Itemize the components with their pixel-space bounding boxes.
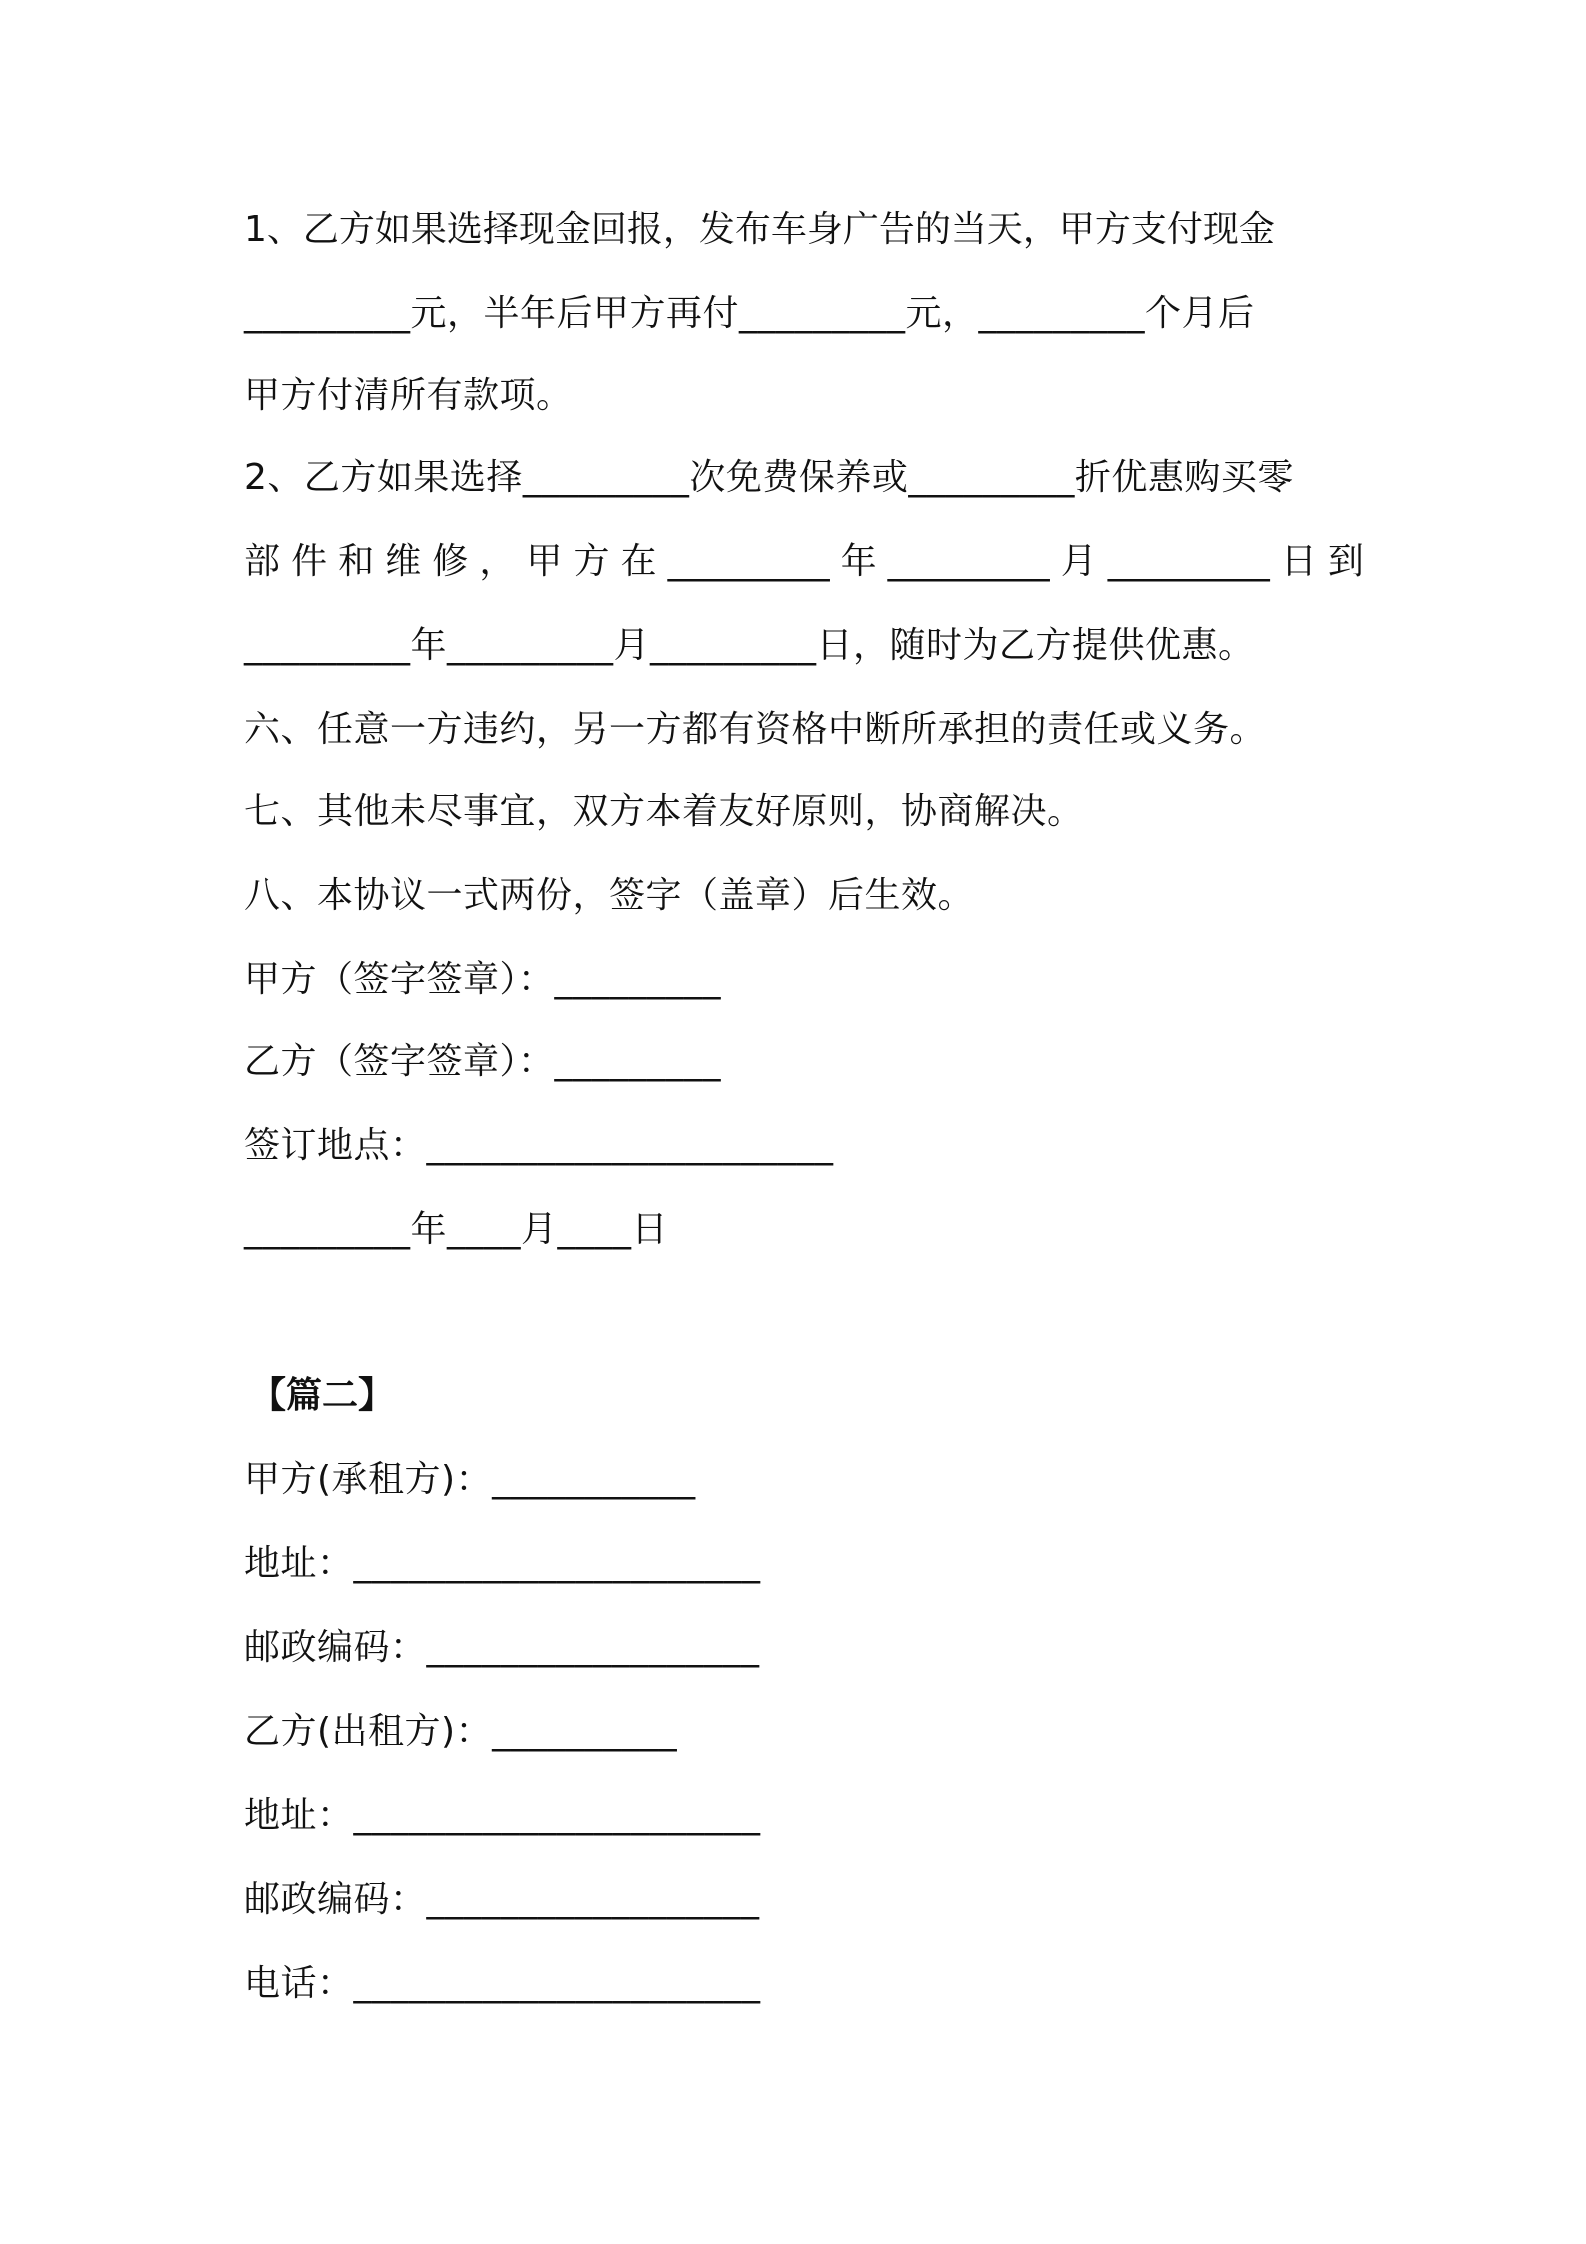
clause-2-text-part: 到 — [1327, 541, 1364, 582]
clause-1-line-3: 甲方付清所有款项。 — [244, 375, 573, 416]
clause-2-text-part: ， — [479, 541, 516, 582]
clause-1-line-1-text: 1、乙方如果选择现金回报，发布车身广告的当天，甲方支付现金 — [244, 209, 1275, 250]
party-a-signature: 甲方（签字签章）：_________ — [244, 959, 722, 1000]
signing-place: 签订地点：______________________ — [244, 1125, 834, 1166]
clause-2-text-part: 在 — [620, 541, 657, 582]
clause-2-text-part: 年 — [840, 541, 877, 582]
clause-2-text-part: 甲 — [526, 541, 563, 582]
clause-2-text-part: 部 — [244, 541, 281, 582]
clause-2-text-part: 件 — [291, 541, 328, 582]
clause-2-text-part: 月 — [1060, 541, 1097, 582]
clause-6: 六、任意一方违约，另一方都有资格中断所承担的责任或义务。 — [244, 709, 1267, 750]
clause-7: 七、其他未尽事宜，双方本着友好原则，协商解决。 — [244, 791, 1084, 832]
clause-2-line-3: _________年_________月_________日，随时为乙方提供优惠。 — [244, 625, 1255, 666]
clause-2-text-part: 和 — [338, 541, 375, 582]
lessee-name: 甲方(承租方)：___________ — [244, 1459, 696, 1500]
signing-date: _________年____月____日 — [244, 1209, 668, 1250]
lessee-postcode: 邮政编码：__________________ — [244, 1627, 760, 1668]
clause-2-text-part: 修 — [432, 541, 469, 582]
lessee-address: 地址：______________________ — [244, 1543, 761, 1584]
clause-2-text-part: 日 — [1280, 541, 1317, 582]
clause-2-blank: _________ — [1107, 541, 1270, 582]
section-2-heading: 【篇二】 — [250, 1375, 395, 1416]
lessor-address: 地址：______________________ — [244, 1795, 761, 1836]
clause-2-text-part: 维 — [385, 541, 422, 582]
clause-2-line-2 — [244, 540, 1364, 584]
clause-8: 八、本协议一式两份，签字（盖章）后生效。 — [244, 875, 975, 916]
lessor-postcode: 邮政编码：__________________ — [244, 1879, 760, 1920]
clause-2-blank: _________ — [887, 541, 1050, 582]
lessor-name: 乙方(出租方)：__________ — [244, 1711, 678, 1752]
party-b-signature: 乙方（签字签章）：_________ — [244, 1041, 722, 1082]
clause-2-blank: _________ — [667, 541, 830, 582]
clause-1-line-1 — [244, 208, 1364, 252]
lessor-phone: 电话：______________________ — [244, 1963, 761, 2004]
clause-2-text-part: 方 — [573, 541, 610, 582]
clause-1-line-2: _________元，半年后甲方再付_________元，_________个月后 — [244, 293, 1255, 334]
clause-2-line-1: 2、乙方如果选择_________次免费保养或_________折优惠购买零 — [244, 457, 1294, 498]
